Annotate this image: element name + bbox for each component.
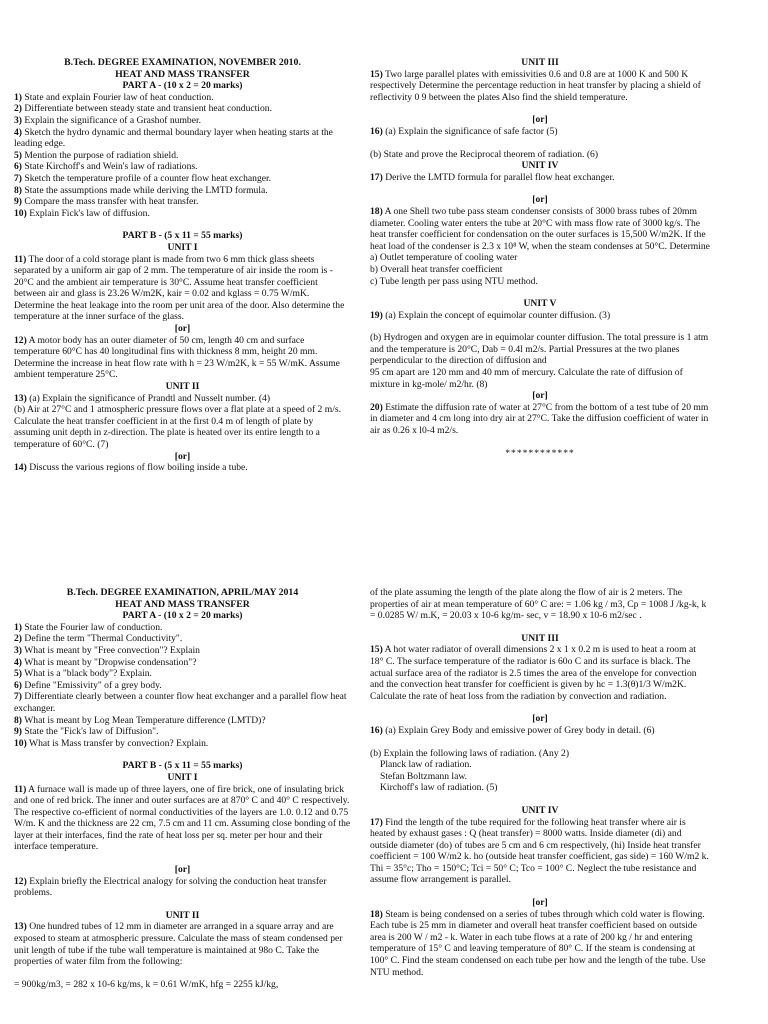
question-12: 12) Explain briefly the Electrical analogy for solving the conduction heat transfer problems.: [14, 875, 327, 899]
question-12: 12) A motor body has an outer diameter of 50 cm, length 40 cm and surface temperature 60°C has 40 longitudinal fins with thickness 8 mm, height 20 mm. Determine the increase in heat flow rate with h = 23 W/m2K, k = 55 W/mK. Assume ambient temperature 25°C.: [14, 334, 340, 381]
part-a-question: 3) Explain the significance of a Grashof number.: [14, 114, 202, 126]
question-19b: (b) Hydrogen and oxygen are in equimolar counter diffusion. The total pressure is 1 atm and the temperature is 20°C, Dab = 0.4l m2/s. Partial Pressures at the two planes perpendicular to the direction of diffusion and: [370, 332, 709, 367]
question-19c: 95 cm apart are 120 mm and 40 mm of mercury. Calculate the rate of diffusion of mixture in kg-mole/ m2/hr. (8): [370, 367, 683, 390]
or-separator: [or]: [532, 194, 548, 206]
part-a-questions: [14, 92, 351, 220]
question-18b: b) Overall heat transfer coefficient: [370, 263, 503, 275]
part-a-question: 7) Sketch the temperature profile of a counter flow heat exchanger.: [14, 172, 272, 184]
part-a-question: 5) Mention the purpose of radiation shield.: [14, 149, 179, 161]
end-stars: ************: [505, 447, 575, 459]
question-18: 18) A one Shell two tube pass steam condenser consists of 3000 brass tubes of 20mm diameter. Cooling water enters the tube at 20°C with mass flow rate of 3000 kg/s. The heat transfer coefficient for condensation on the outer surfaces is 15,500 W/m2K. If the heat load of the condenser is 2.3 x 10⁸ W, when the steam condenses at 50°C. Determine: [370, 205, 710, 252]
unit-heading: UNIT IV: [521, 804, 559, 816]
part-a-question: 4) Sketch the hydro dynamic and thermal boundary layer when heating starts at the leading edge.: [14, 126, 333, 150]
subject-title: HEAT AND MASS TRANSFER: [115, 68, 250, 80]
question-18: 18) Steam is being condensed on a series of tubes through which cold water is flowing. Each tube is 25 mm in diameter and overall heat transfer coefficient based on outside area is 200 W / m2 - k. Water in each tube flows at a rate of 200 kg / hr and entering temperature of 15° C and leaving temperature of 80° C. If the steam is condensing at 100° C. Find the steam condensed on each tube per how and the length of the tube. Use NTU method.: [370, 908, 706, 978]
water-properties: = 900kg/m3, = 282 x 10-6 kg/ms, k = 0.61 W/mK, hfg = 2255 kJ/kg,: [14, 978, 279, 990]
question-17: 17) Derive the LMTD formula for parallel flow heat exchanger.: [370, 171, 615, 183]
question-14-continued: of the plate assuming the length of the plate along the flow of air is 2 meters. The properties of air at mean temperature of 60° C are: = 1.06 kg / m3, Cp = 1008 J /kg-k, k = 0.0285 W/ m.K, = 20.03 x 10-6 kg/m- sec, v = 18.90 x 10-6 m2/sec .: [370, 587, 707, 622]
or-separator: [or]: [174, 864, 191, 876]
law-item: Planck law of radiation.: [380, 759, 472, 771]
part-a-heading: PART A - (10 x 2 = 20 marks): [122, 80, 243, 92]
exam-2010-part-a-b: [14, 57, 351, 474]
part-a-question: 5) What is a "black body"? Explain.: [14, 668, 152, 680]
part-a-question: 2) Differentiate between steady state and transient heat conduction.: [14, 103, 272, 115]
part-a-question: 6) Define "Emissivity" of a grey body.: [14, 679, 162, 691]
unit-heading: UNIT I: [167, 241, 198, 253]
question-18a: a) Outlet temperature of cooling water: [370, 252, 518, 264]
unit-heading: UNIT V: [523, 298, 557, 310]
unit-heading: UNIT II: [165, 381, 200, 393]
or-separator: [or]: [532, 713, 548, 725]
or-separator: [or]: [174, 450, 191, 462]
subject-title: HEAT AND MASS TRANSFER: [115, 598, 250, 610]
question-13: 13) (a) Explain the significance of Prandtl and Nusselt number. (4): [14, 392, 271, 404]
part-a-question: 10) Explain Fick's law of diffusion.: [14, 207, 150, 219]
exam-2010-units-3-5: [370, 57, 710, 459]
part-a-question: 1) State the Fourier law of conduction.: [14, 621, 163, 633]
unit-heading: UNIT I: [167, 771, 198, 783]
exam-2014-part-a-b: [14, 587, 351, 990]
part-a-question: 4) What is meant by "Dropwise condensation"?: [14, 656, 197, 668]
question-11: 11) A furnace wall is made up of three layers, one of fire brick, one of insulating brick and one of red brick. The inner and outer surfaces are at 870° C and 40° C respectively. The respective co-efficient of normal conductivities of the layers are 1.0. 0.12 and 0.75 W/m. K and the thickness are 22 cm, 7.5 cm and 11 cm. Assuming close bonding of the layer at their interfaces, find the rate of heat loss per sq. meter per hour and their interface temperature.: [14, 783, 351, 853]
unit-heading: UNIT III: [521, 632, 559, 644]
question-11: 11) The door of a cold storage plant is made from two 6 mm thick glass sheets separated by a uniform air gap of 2 mm. The temperature of air inside the room is - 20°C and the ambient air temperature is 30°C. Assume heat transfer coefficient between air and glass is 23.26 W/m2K, kair = 0.02 and kglass = 0.75 W/mK. Determine the heat leakage into the room per unit area of the door. Also determine the temperature at the inner surface of the glass.: [14, 253, 345, 323]
part-b-heading: PART B - (5 x 11 = 55 marks): [122, 760, 243, 772]
part-a-question: 6) State Kirchoff's and Wein's law of radiations.: [14, 161, 198, 173]
part-a-question: 9) State the "Fick's law of Diffusion".: [14, 726, 159, 738]
unit-heading: UNIT III: [521, 57, 559, 68]
question-13b: (b) Air at 27°C and 1 atmospheric pressure flows over a flat plate at a speed of 2 m/s. Calculate the heat transfer coefficient in at the first 0.4 m of length of plate by assuming unit depth in z-direction. The plate is heated over its entire length to a temperature of 60°C. (7): [14, 404, 341, 450]
question-19: 19) (a) Explain the concept of equimolar counter diffusion. (3): [370, 309, 611, 321]
question-17: 17) Find the length of the tube required for the following heat transfer where air is heated by exhaust gases : Q (heat transfer) = 8000 watts. Inside diameter (di) and outside diameter (do) of tubes are 5 cm and 6 cm respectively, (hi) Inside heat transfer coefficient = 100 W/m2 k. ho (outside heat transfer coefficient, gas side) = 160 W/m2 k. Thi = 35°c; Tho = 150°C; Tci = 50° C; Tco = 100° C. Neglect the tube resistance and assume flow arrangement is parallel.: [370, 816, 709, 886]
question-16: 16) (a) Explain the significance of safe factor (5): [370, 125, 558, 137]
law-item: Kirchoff's law of radiation. (5): [380, 782, 498, 794]
part-b-heading: PART B - (5 x 11 = 55 marks): [122, 230, 243, 242]
question-20: 20) Estimate the diffusion rate of water at 27°C from the bottom of a test tube of 20 mm in diameter and 4 cm long into dry air at 27°C. Take the diffusion coefficient of water in air as 0.26 x l0-4 m2/s.: [370, 401, 709, 437]
part-a-question: 2) Define the term "Thermal Conductivity".: [14, 633, 183, 645]
or-separator: [or]: [532, 897, 548, 909]
part-a-questions: [14, 622, 351, 750]
question-16: 16) (a) Explain Grey Body and emissive power of Grey body in detail. (6): [370, 724, 655, 736]
question-18c: c) Tube length per pass using NTU method.: [370, 275, 538, 287]
question-15: 15) A hot water radiator of overall dimensions 2 x 1 x 0.2 m is used to heat a room at 18° C. The surface temperature of the radiator is 60o C and its surface is black. The actual surface area of the radiator is 2.5 times the area of the envelope for convection and the convection heat transfer for coefficient is given by hc = 1.3(θ)1/3 W/m2K. Calculate the rate of heat loss from the radiation by convection and radiation.: [370, 644, 697, 702]
exam-title: B.Tech. DEGREE EXAMINATION, APRIL/MAY 2014: [66, 587, 299, 598]
part-a-question: 8) What is meant by Log Mean Temperature difference (LMTD)?: [14, 714, 266, 726]
part-a-heading: PART A - (10 x 2 = 20 marks): [122, 610, 243, 622]
part-a-question: 3) What is meant by "Free convection"? Explain: [14, 644, 200, 656]
part-a-question: 7) Differentiate clearly between a counter flow heat exchanger and a parallel flow heat exchanger.: [14, 691, 347, 714]
question-16b: (b) Explain the following laws of radiation. (Any 2): [370, 747, 570, 759]
exam-title: B.Tech. DEGREE EXAMINATION, NOVEMBER 2010.: [64, 57, 301, 68]
part-a-question: 9) Compare the mass transfer with heat transfer.: [14, 196, 199, 208]
unit-heading: UNIT II: [165, 909, 200, 921]
part-a-question: 8) State the assumptions made while deriving the LMTD formula.: [14, 184, 268, 196]
or-separator: [or]: [532, 114, 548, 126]
question-14: 14) Discuss the various regions of flow boiling inside a tube.: [14, 462, 248, 474]
exam-2014-units-3-4: [370, 587, 710, 978]
part-a-question: 10) What is Mass transfer by convection? Explain.: [14, 737, 209, 749]
question-15: 15) Two large parallel plates with emissivities 0.6 and 0.8 are at 1000 K and 500 K respectively Determine the percentage reduction in heat transfer by placing a shield of reflectivity 0 9 between the plates Also find the shield temperature.: [370, 68, 701, 103]
or-separator: [or]: [174, 323, 191, 335]
part-a-question: 1) State and explain Fourier law of heat conduction.: [14, 91, 214, 103]
question-13: 13) One hundred tubes of 12 mm in diameter are arranged in a square array and are exposed to steam at atmospheric pressure. Calculate the mass of steam condensed per unit length of tube if the tube wall temperature is maintained at 98o C. Take the properties of water film from the following:: [14, 921, 343, 968]
law-item: Stefan Boltzmann law.: [380, 770, 468, 782]
unit-heading: UNIT IV: [521, 160, 559, 172]
question-16b: (b) State and prove the Reciprocal theorem of radiation. (6): [370, 148, 599, 160]
or-separator: [or]: [532, 390, 548, 402]
